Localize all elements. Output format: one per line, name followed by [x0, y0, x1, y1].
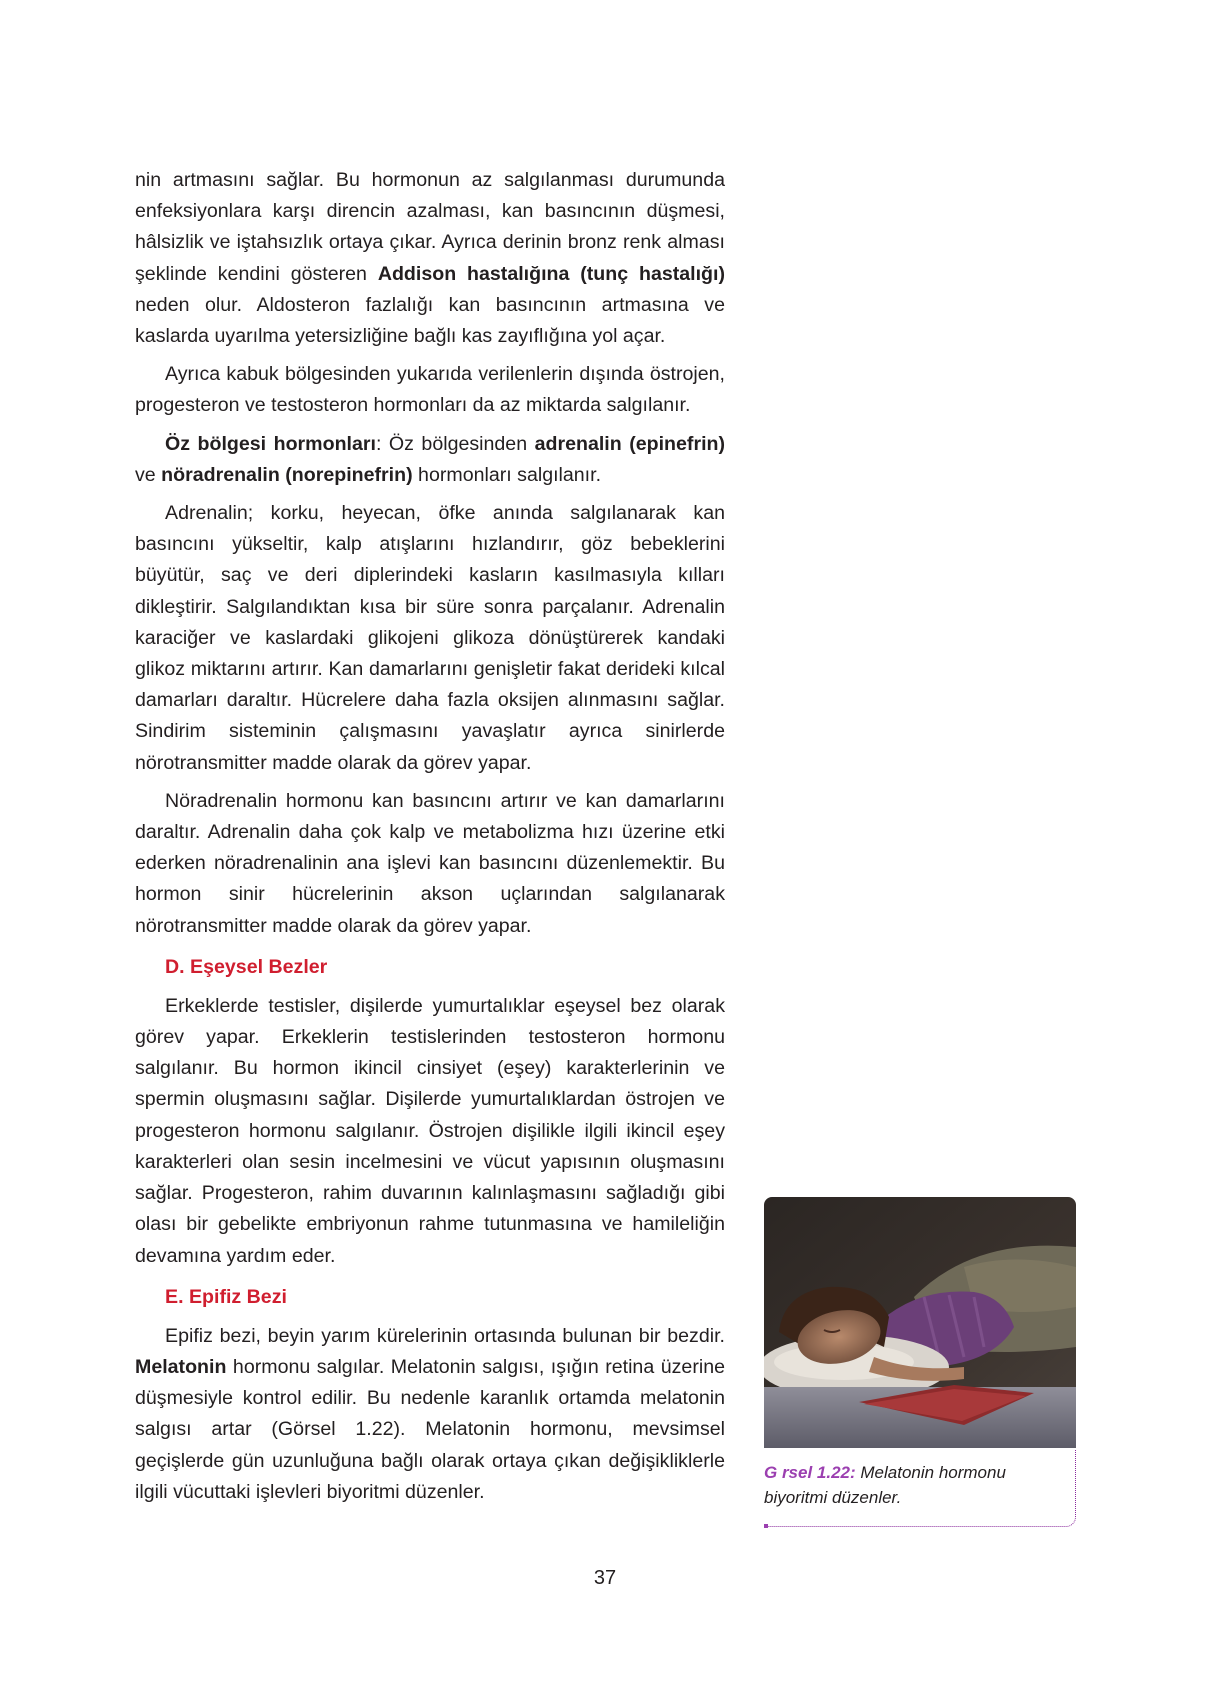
figure-label: G rsel 1.22:: [764, 1463, 856, 1482]
figure-caption: [764, 1450, 1076, 1527]
paragraph-medulla-hormones: [135, 429, 725, 491]
caption-corner-mark: [764, 1524, 768, 1528]
figure-1-22: [764, 1197, 1076, 1527]
paragraph-noradrenalin: Nöradrenalin hormonu kan basıncını artırır ve kan damarlarını daraltır. Adrenalin daha çok kalp ve metabolizma hızı üzerine etki ederken nöradrenalinin ana işlevi kan basıncını düzenlemektir. Bu hormon sinir hücrelerinin akson uçlarından salgılanarak nörotransmitter madde olarak da görev yapar.: [135, 789, 725, 937]
bold-term-adrenalin: adrenalin (epinefrin): [534, 432, 725, 455]
paragraph-text: hormonu salgılar. Melatonin salgısı, ışığın retina üzerine düşmesiyle kontrol edilir. Bu nedenle karanlık ortamda melatonin salgısı artar (Görsel 1.22). Melatonin hormonu, mevsimsel geçişlerde gün uzunluğuna bağlı olarak ortaya çıkan değişikliklerle ilgili vücuttaki işlevleri biyoritmi düzenler.: [135, 1355, 725, 1503]
paragraph-text: neden olur. Aldosteron fazlalığı kan basıncının artmasına ve kaslarda uyarılma yetersizliğine bağlı kas zayıflığına yol açar.: [135, 293, 725, 348]
paragraph-cortex-hormones: Ayrıca kabuk bölgesinden yukarıda verilenlerin dışında östrojen, progesteron ve testosteron hormonları da az miktarda salgılanır.: [135, 363, 725, 417]
bold-term-medulla: Öz bölgesi hormonları: [165, 432, 376, 455]
paragraph-text: ve: [135, 463, 162, 486]
page-number: 37: [593, 1567, 617, 1589]
body-text-column: [135, 165, 725, 1515]
bold-term-melatonin: Melatonin: [135, 1355, 227, 1378]
figure-caption-text: Melatonin hormonu biyoritmi düzenler.: [764, 1463, 1006, 1507]
section-heading-e: E. Epifiz Bezi: [165, 1285, 287, 1308]
paragraph-sex-glands: Erkeklerde testisler, dişilerde yumurtalıklar eşeysel bez olarak görev yapar. Erkeklerin testislerinden testosteron hormonu salgılanır. Bu hormon ikincil cinsiyet (eşey) karakterlerinin ve spermin oluşmasını sağlar. Dişilerde yumurtalıklardan östrojen ve progesteron hormonu salgılanır. Östrojen dişilikle ilgili ikincil eşey karakterleri olan sesin incelmesini ve vücut yapısının oluşmasını sağlar. Progesteron, rahim duvarının kalınlaşmasını sağladığı gibi olası bir gebelikte embriyonun rahme tutunmasına ve hamileliğin devamına yardım eder.: [135, 994, 725, 1267]
bold-term-noradrenalin: nöradrenalin (norepinefrin): [161, 463, 413, 486]
paragraph-text: Epifiz bezi, beyin yarım kürelerinin ortasında bulunan bir bezdir.: [165, 1324, 725, 1347]
paragraph-text: : Öz bölgesinden: [375, 432, 535, 455]
paragraph-adrenalin: Adrenalin; korku, heyecan, öfke anında salgılanarak kan basıncını yükseltir, kalp atışlarını hızlandırır, göz bebeklerini büyütür, saç ve deri diplerindeki kasların kasılmasıyla kılları dikleştirir. Salgılandıktan kısa bir süre sonra parçalanır. Adrenalin karaciğer ve kaslardaki glikojeni glikoza dönüştürerek kandaki glikoz miktarını artırır. Kan damarlarını genişletir fakat derideki kılcal damarları daraltır. Hücrelere daha fazla oksijen alınmasını sağlar. Sindirim sisteminin çalışmasını yavaşlatır ayrıca sinirlerde nörotransmitter madde olarak da görev yapar.: [135, 502, 725, 774]
paragraph-text: nin artmasını sağlar. Bu hormonun az salgılanması durumunda enfeksiyonlara karşı direncin azalması, kan basıncının düşmesi, hâlsizlik ve iştahsızlık ortaya çıkar. Ayrıca derinin bronz renk alması şeklinde kendini gösteren: [135, 169, 725, 285]
bold-term-addison: Addison hastalığına (tunç hastalığı): [377, 262, 725, 285]
paragraph-pineal: [135, 1321, 725, 1508]
paragraph-addison: [135, 165, 725, 352]
sleeping-girl-photo: [764, 1197, 1076, 1448]
section-heading-d: D. Eşeysel Bezler: [165, 955, 328, 978]
paragraph-text: hormonları salgılanır.: [412, 463, 602, 486]
